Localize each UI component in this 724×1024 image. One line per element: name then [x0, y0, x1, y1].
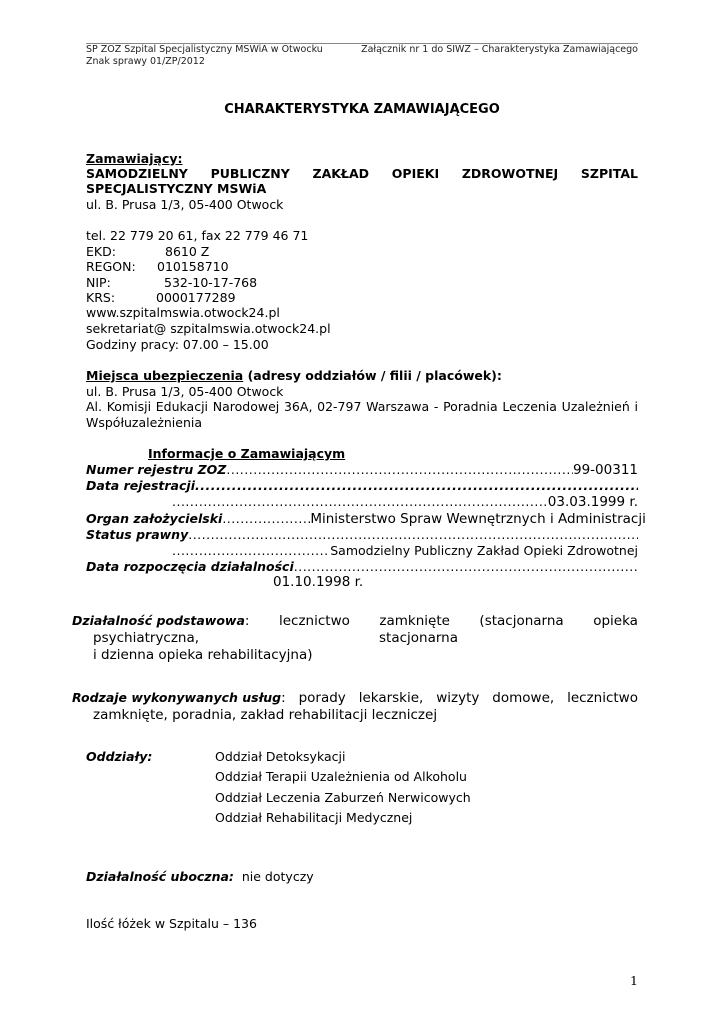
addr-word: 36A,	[283, 399, 313, 414]
addr-word: 02-797	[317, 399, 362, 414]
dot-leader	[188, 527, 638, 542]
miejsca-line3: Współuzależnienia	[86, 415, 203, 430]
oddzial-item: Oddział Terapii Uzależnienia od Alkoholu	[215, 769, 467, 784]
addr-word: Narodowej	[212, 399, 280, 414]
dot-leader	[195, 478, 638, 493]
oddzial-item: Oddział Leczenia Zaburzeń Nerwicowych	[215, 790, 471, 805]
zamawiajacy-address: ul. B. Prusa 1/3, 05-400 Otwock	[86, 197, 284, 212]
addr-word: Komisji	[106, 399, 152, 414]
dot-leader	[172, 494, 548, 510]
krs-value: 0000177289	[156, 290, 236, 305]
organ-value: Ministerstwo Spraw Wewnętrznych i Administracji	[310, 511, 646, 527]
name-word: SAMODZIELNY	[86, 166, 188, 181]
rodzaje-label: Rodzaje wykonywanych usług	[72, 690, 282, 705]
addr-word: Uzależnień	[561, 399, 630, 414]
krs-label: KRS:	[86, 290, 116, 305]
rodzaje-word: domowe,	[492, 690, 555, 706]
dzialalnosc-colon: :	[244, 613, 250, 629]
numer-rejestru-value: 99-00311	[573, 462, 638, 478]
rodzaje-label-wrap	[72, 690, 286, 706]
rodzaje-word: porady	[298, 690, 346, 706]
miejsca-label-underlined: Miejsca ubezpieczenia	[86, 368, 244, 383]
bed-count: Ilość łóżek w Szpitalu – 136	[86, 916, 257, 931]
dzialalnosc-word: lecznictwo	[278, 613, 350, 629]
name-word: OPIEKI	[391, 166, 440, 181]
addr-word: Al.	[86, 399, 102, 414]
header-right-line1: Załącznik nr 1 do SIWZ – Charakterystyka Zamawiającego	[361, 44, 638, 55]
uboczna-value: nie dotyczy	[241, 869, 314, 884]
miejsca-line1: ul. B. Prusa 1/3, 05-400 Otwock	[86, 384, 284, 399]
nip-label: NIP:	[86, 275, 111, 290]
data-rejestracji-row	[86, 478, 638, 493]
rodzaje-line2: zamknięte, poradnia, zakład rehabilitacji leczniczej	[93, 707, 438, 723]
zamawiajacy-name-line1	[86, 166, 638, 181]
name-word: SZPITAL	[580, 166, 638, 181]
miejsca-line2	[86, 399, 638, 414]
dot-leader	[226, 462, 573, 478]
dzialalnosc-label-wrap	[72, 613, 249, 629]
dzialalnosc-word: (stacjonarna	[479, 613, 564, 629]
data-rozpoczecia-label: Data rozpoczęcia działalności	[86, 559, 294, 574]
dzialalnosc-line2a: psychiatryczna,	[93, 630, 200, 646]
addr-word: -	[433, 399, 439, 414]
oddzialy-label: Oddziały:	[86, 749, 153, 764]
name-word: ZDROWOTNEJ	[461, 166, 559, 181]
ekd-value: 8610 Z	[165, 244, 210, 259]
email-link[interactable]: sekretariat@ szpitalmswia.otwock24.pl	[86, 321, 331, 336]
rodzaje-line1	[72, 690, 638, 706]
oddzial-item: Oddział Rehabilitacji Medycznej	[215, 810, 413, 825]
addr-word: Edukacji	[155, 399, 209, 414]
uboczna-row	[86, 869, 314, 884]
data-rejestracji-label: Data rejestracji	[86, 478, 195, 493]
rodzaje-colon: :	[281, 690, 286, 706]
dzialalnosc-word: zamknięte	[379, 613, 450, 629]
data-rozpoczecia-value: 01.10.1998 r.	[273, 574, 364, 590]
numer-rejestru-label: Numer rejestru ZOZ	[86, 462, 227, 477]
ekd-label: EKD:	[86, 244, 116, 259]
name-word: PUBLICZNY	[210, 166, 290, 181]
info-heading: Informacje o Zamawiającym	[148, 446, 346, 461]
nip-value: 532-10-17-768	[164, 275, 258, 290]
numer-rejestru-row	[86, 462, 638, 478]
header-left-line1: SP ZOZ Szpital Specjalistyczny MSWiA w Otwocku	[86, 44, 323, 55]
dot-leader	[172, 543, 330, 558]
miejsca-label	[86, 368, 502, 383]
rodzaje-word: lekarskie,	[358, 690, 424, 706]
uboczna-label: Działalność uboczna:	[86, 869, 234, 884]
regon-value: 010158710	[157, 259, 229, 274]
dzialalnosc-label: Działalność podstawowa	[72, 613, 245, 628]
miejsca-label-rest: (adresy oddziałów / filii / placówek):	[243, 368, 502, 383]
zamawiajacy-name-line2: SPECJALISTYCZNY MSWiA	[86, 181, 267, 196]
organ-row	[86, 511, 646, 527]
addr-word: i	[634, 399, 638, 414]
zamawiajacy-tel: tel. 22 779 20 61, fax 22 779 46 71	[86, 228, 309, 243]
header-left-line2: Znak sprawy 01/ZP/2012	[86, 56, 205, 67]
oddzial-item: Oddział Detoksykacji	[215, 749, 346, 764]
status-value-row	[172, 543, 638, 558]
dzialalnosc-word: opieka	[593, 613, 638, 629]
addr-word: Warszawa	[366, 399, 430, 414]
dzialalnosc-line1	[72, 613, 638, 629]
office-hours: Godziny pracy: 07.00 – 15.00	[86, 337, 269, 352]
regon-label: REGON:	[86, 259, 136, 274]
rodzaje-word: wizyty	[436, 690, 480, 706]
status-row	[86, 527, 638, 542]
dot-leader	[294, 559, 638, 574]
addr-word: Poradnia	[443, 399, 498, 414]
dzialalnosc-line3: i dzienna opieka rehabilitacyjna)	[93, 647, 313, 663]
website-link[interactable]: www.szpitalmswia.otwock24.pl	[86, 305, 280, 320]
zamawiajacy-label: Zamawiający:	[86, 151, 183, 166]
organ-label: Organ założycielski	[86, 511, 223, 526]
status-label: Status prawny	[86, 527, 189, 542]
name-word: ZAKŁAD	[312, 166, 370, 181]
page-number: 1	[630, 973, 638, 988]
page-title: CHARAKTERYSTYKA ZAMAWIAJĄCEGO	[224, 102, 500, 117]
status-value: Samodzielny Publiczny Zakład Opieki Zdrowotnej	[330, 543, 638, 558]
addr-word: Leczenia	[502, 399, 557, 414]
rodzaje-word: lecznictwo	[567, 690, 638, 706]
data-rozpoczecia-row	[86, 559, 638, 574]
dot-leader	[222, 511, 310, 527]
data-rejestracji-value: 03.03.1999 r.	[547, 494, 638, 510]
data-rejestracji-value-row	[172, 494, 638, 510]
dzialalnosc-line2b: stacjonarna	[379, 630, 459, 646]
